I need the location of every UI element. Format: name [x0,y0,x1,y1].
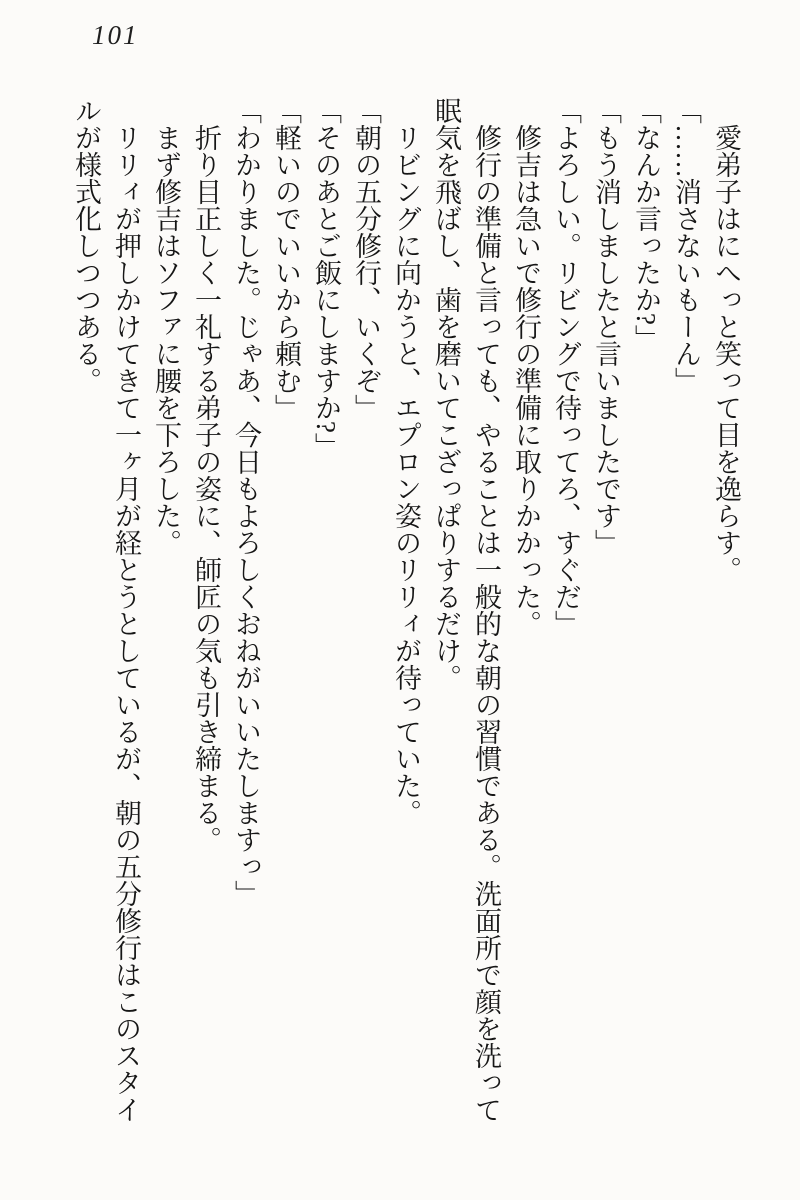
paragraph: 修吉は急いで修行の準備に取りかかった。 [511,97,541,637]
text-block [66,97,746,1127]
paragraph: まず修吉はソファに腰を下ろした。 [151,97,181,556]
paragraph: 「そのあとご飯にしますか?」 [311,97,341,460]
paragraph: 「もう消しましたと言いましたです」 [591,97,621,556]
paragraph: リビングに向かうと、エプロン姿のリリィが待っていた。 [391,97,421,826]
page-number: 101 [92,20,139,50]
paragraph: 「よろしい。リビングで待ってろ、すぐだ」 [551,97,581,637]
paragraph: 「軽いのでいいから頼む」 [271,97,301,421]
paragraph: 修行の準備と言っても、やることは一般的な朝の習慣である。洗面所で顔を洗って眠気を飛ばし、歯を磨いてこざっぱりするだけ。 [431,97,501,1123]
paragraph: 愛弟子はにへっと笑って目を逸らす。 [711,97,741,583]
paragraph: 折り目正しく一礼する弟子の姿に、師匠の気も引き締まる。 [191,97,221,853]
paragraph: 「……消さないもーん」 [671,97,701,394]
paragraph: 「なんか言ったか?」 [631,97,661,352]
paragraph: 「朝の五分修行、いくぞ」 [351,97,381,421]
paragraph: リリィが押しかけてきて一ヶ月が経とうとしているが、朝の五分修行はこのスタイルが様式化しつつある。 [71,97,141,1123]
paragraph: 「わかりました。じゃあ、今日もよろしくおねがいいたしますっ」 [231,97,261,907]
